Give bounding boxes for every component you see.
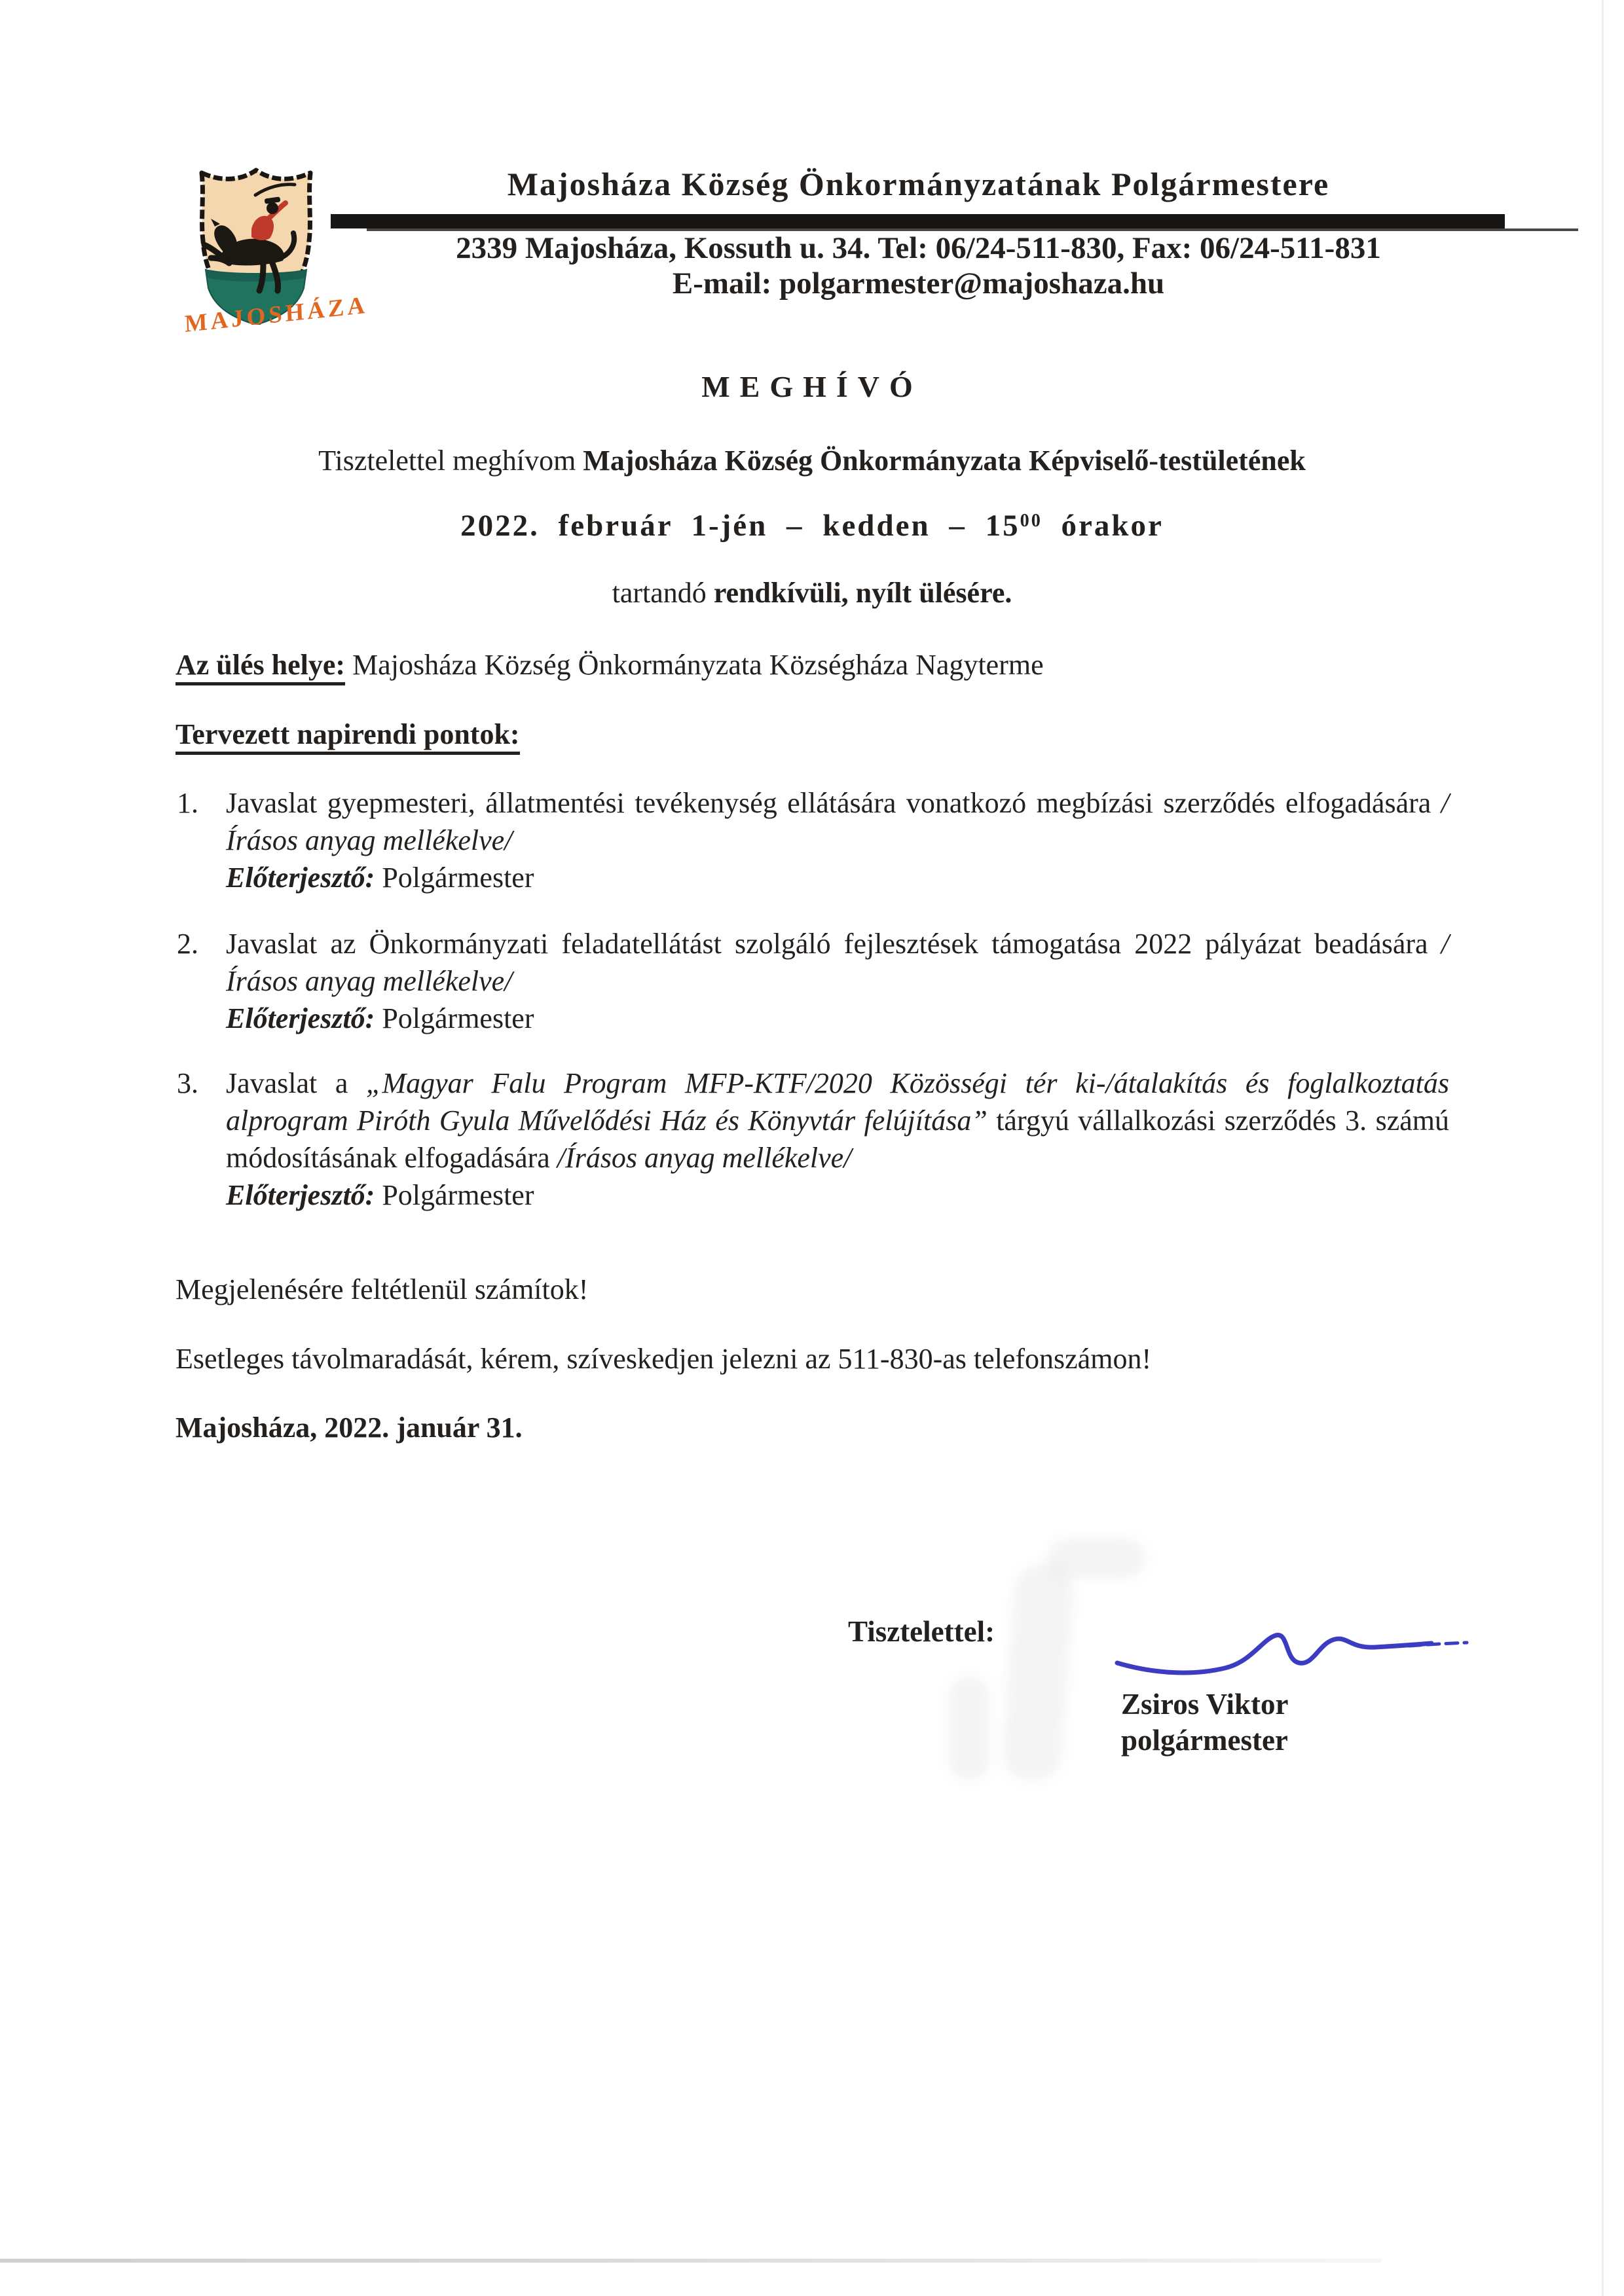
meeting-location-line: Az ülés helye: Majosháza Község Önkormányzata Községháza Nagyterme — [175, 647, 1044, 683]
salutation: Tisztelettel: — [848, 1615, 995, 1648]
agenda-item-text: Javaslat gyepmesteri, állatmentési tevékenység ellátására vonatkozó megbízási szerződés elfogadására /Írásos anyag mellékelve/ — [226, 787, 1449, 856]
scan-bleed-ghost — [1048, 1539, 1146, 1578]
agenda-item-text: Javaslat a „Magyar Falu Program MFP-KTF/2020 Közösségi tér ki-/átalakítás és foglalkoztatás alprogram Piróth Gyula Művelődési Ház és Könyvtár felújítása” tárgyú vállalkozási szerződés 3. számú módosításának elfogadására /Írásos anyag mellékelve/ — [226, 1067, 1450, 1174]
meeting-datetime-line: 2022. február 1-jén – kedden – $15^{00}$ órakor — [460, 509, 1164, 543]
agenda-item-number: 1. — [177, 787, 198, 819]
agenda-heading — [175, 716, 520, 752]
handwritten-signature — [1113, 1612, 1470, 1684]
header-address: 2339 Majosháza, Kossuth u. 34. Tel: 06/24-511-830, Fax: 06/24-511-831 — [456, 231, 1381, 265]
document-title: MEGHÍVÓ — [701, 370, 923, 403]
agenda-item-number: 2. — [177, 928, 198, 960]
agenda-item-presenter: Előterjesztő: Polgármester — [226, 862, 534, 894]
agenda-item-1 — [175, 784, 1452, 896]
agenda-item-presenter: Előterjesztő: Polgármester — [226, 1179, 534, 1211]
agenda-item-3 — [175, 1065, 1452, 1214]
closing-absence-line: Esetleges távolmaradását, kérem, szíveskedjen jelezni az 511-830-as telefonszámon! — [175, 1343, 1152, 1375]
invite-line: Tisztelettel meghívom Majosháza Község Önkormányzata Képviselő-testületének — [318, 445, 1306, 477]
scan-bleed-ghost — [950, 1676, 989, 1781]
header-email: E-mail: polgarmester@majoshaza.hu — [672, 266, 1165, 301]
rider-head — [267, 202, 278, 214]
agenda-item-2 — [175, 925, 1452, 1037]
agenda-item-number: 3. — [177, 1067, 198, 1099]
signer-name: Zsiros Viktor — [1121, 1688, 1289, 1721]
header-divider-bar — [331, 214, 1505, 228]
agenda-heading-label: Tervezett napirendi pontok: — [175, 718, 520, 755]
signer-title: polgármester — [1121, 1724, 1288, 1757]
closing-attendance-line: Megjelenésére feltétlenül számítok! — [175, 1273, 589, 1305]
agenda-item-presenter: Előterjesztő: Polgármester — [226, 1002, 534, 1034]
header-title: Majosháza Község Önkormányzatának Polgármestere — [507, 166, 1330, 202]
session-type-line: tartandó rendkívüli, nyílt ülésére. — [612, 577, 1012, 609]
place-date-line: Majosháza, 2022. január 31. — [175, 1412, 523, 1444]
right-edge-scan-line — [1602, 0, 1604, 2296]
scan-bleed-ghost — [1001, 1563, 1075, 1782]
crest-caption: MAJOSHÁZA — [184, 291, 369, 338]
agenda-item-text: Javaslat az Önkormányzati feladatellátást szolgáló fejlesztések támogatása 2022 pályázat beadására /Írásos anyag mellékelve/ — [226, 928, 1449, 997]
footer-scan-line — [0, 2259, 1382, 2263]
